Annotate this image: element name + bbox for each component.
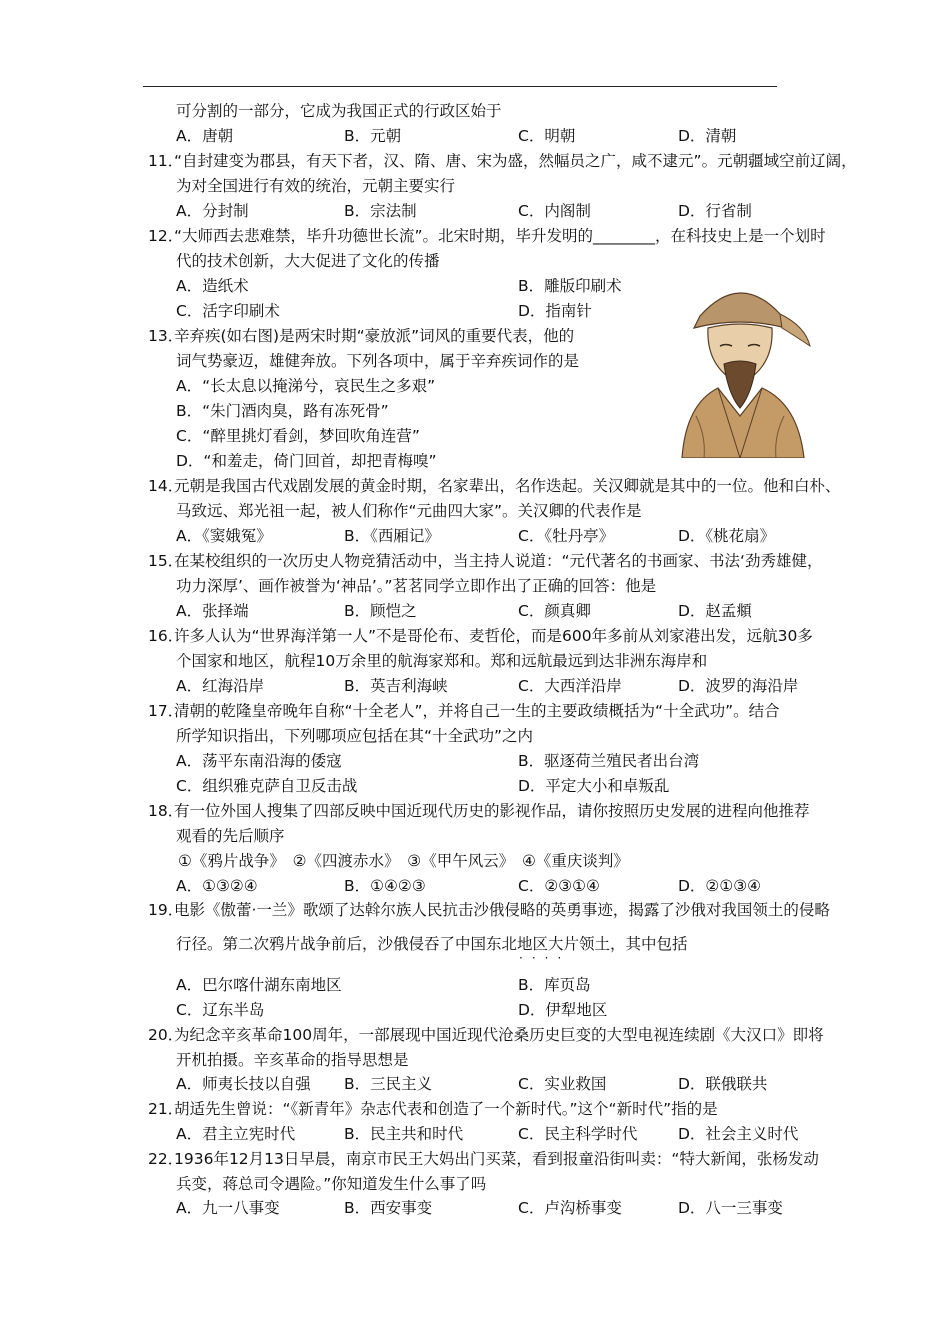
question-number: 14． <box>148 477 184 495</box>
option-b: B．三民主义 <box>344 1075 433 1093</box>
option-a: A．①③②④ <box>176 877 258 895</box>
option-c: C．卢沟桥事变 <box>518 1199 622 1217</box>
question-text: 许多人认为“世界海洋第一人”不是哥伦布、麦哲伦，而是600年多前从刘家港出发，远航30多 <box>174 627 813 645</box>
option-c: C．辽东半岛 <box>176 1001 265 1019</box>
question-text: 马致远、郑光祖一起，被人们称作“元曲四大家”。关汉卿的代表作是 <box>176 502 642 520</box>
option-a: A．九一八事变 <box>176 1199 280 1217</box>
option-a: A．红海沿岸 <box>176 677 265 695</box>
question-number: 17． <box>148 702 184 720</box>
option-c: C．明朝 <box>518 127 576 145</box>
option-d: D．“和羞走，倚门回首，却把青梅嗅” <box>176 452 437 470</box>
option-c: C．“醉里挑灯看剑，梦回吹角连营” <box>176 427 420 445</box>
question-text: 辛弃疾(如右图)是两宋时期“豪放派”词风的重要代表，他的 <box>174 327 575 345</box>
option-a: A．唐朝 <box>176 127 234 145</box>
header-rule <box>143 86 777 87</box>
option-b: B．民主共和时代 <box>344 1125 464 1143</box>
option-b: B．《西厢记》 <box>344 527 440 545</box>
question-text: 功力深厚’、画作被誉为‘神品’。”茗茗同学立即作出了正确的回答：他是 <box>176 577 657 595</box>
question-text: 胡适先生曾说：“《新青年》杂志代表和创造了一个新时代。”这个“新时代”指的是 <box>174 1100 718 1118</box>
option-b: B．“朱门酒肉臭，路有冻死骨” <box>176 402 389 420</box>
option-d: D．社会主义时代 <box>678 1125 799 1143</box>
option-a: A．张择端 <box>176 602 249 620</box>
question-text: 清朝的乾隆皇帝晚年自称“十全老人”，并将自己一生的主要政绩概括为“十全武功”。结合 <box>174 702 780 720</box>
option-c: C．实业救国 <box>518 1075 607 1093</box>
option-d: D．指南针 <box>518 302 592 320</box>
option-d: D．八一三事变 <box>678 1199 783 1217</box>
question-text: 在某校组织的一次历史人物竞猜活动中，当主持人说道：“元代著名的书画家、书法‘劲秀雄健， <box>174 552 823 570</box>
film-list: ①《鸦片战争》 ②《四渡赤水》 ③《甲午风云》 ④《重庆谈判》 <box>178 852 629 870</box>
option-b: B．雕版印刷术 <box>518 277 622 295</box>
option-d: D．②①③④ <box>678 877 762 895</box>
option-a: A．《窦娥冤》 <box>176 527 272 545</box>
question-number: 20． <box>148 1026 184 1044</box>
question-number: 13． <box>148 327 184 345</box>
option-b: B．①④②③ <box>344 877 426 895</box>
option-d: D．平定大小和卓叛乱 <box>518 777 670 795</box>
option-d: D．赵孟頫 <box>678 602 752 620</box>
question-number: 16． <box>148 627 184 645</box>
option-c: C．②③①④ <box>518 877 600 895</box>
option-d: D．伊犁地区 <box>518 1001 608 1019</box>
option-a: A．“长太息以掩涕兮，哀民生之多艰” <box>176 377 436 395</box>
option-b: B．顾恺之 <box>344 602 417 620</box>
emphasis-dots: ···· <box>519 951 571 965</box>
question-number: 18． <box>148 802 184 820</box>
question-text: 个国家和地区，航程10万余里的航海家郑和。郑和远航最远到达非洲东海岸和 <box>176 652 708 670</box>
option-a: A．师夷长技以自强 <box>176 1075 311 1093</box>
question-text: 所学知识指出，下列哪项应包括在其“十全武功”之内 <box>176 727 534 745</box>
question-text: “大师西去悲难禁，毕升功德世长流”。北宋时期，毕升发明的________，在科技史上是一个划时 <box>174 227 826 245</box>
question-text: 行径。第二次鸦片战争前后，沙俄侵吞了中国东北地区大片领土，其中包括 <box>176 935 688 953</box>
question-text: “自封建变为郡县，有天下者，汉、隋、唐、宋为盛，然幅员之广，咸不逮元”。元朝疆域空前辽阔， <box>174 152 857 170</box>
option-d: D．清朝 <box>678 127 737 145</box>
option-c: C．《牡丹亭》 <box>518 527 615 545</box>
option-d: D．联俄联共 <box>678 1075 768 1093</box>
option-c: C．内阁制 <box>518 202 591 220</box>
option-c: C．大西洋沿岸 <box>518 677 622 695</box>
option-a: A．分封制 <box>176 202 249 220</box>
option-b: B．宗法制 <box>344 202 417 220</box>
option-a: A．巴尔喀什湖东南地区 <box>176 976 342 994</box>
question-text: 1936年12月13日早晨，南京市民王大妈出门买菜，看到报童沿街叫卖：“特大新闻，张杨发动 <box>174 1150 819 1168</box>
option-c: C．颜真卿 <box>518 602 591 620</box>
option-a: A．造纸术 <box>176 277 249 295</box>
question-continued-text: 可分割的一部分，它成为我国正式的行政区始于 <box>176 102 502 120</box>
question-text: 为纪念辛亥革命100周年，一部展现中国近现代沧桑历史巨变的大型电视连续剧《大汉口》即将 <box>174 1026 824 1044</box>
option-b: B．库页岛 <box>518 976 591 994</box>
question-text: 兵变，蒋总司令遇险。”你知道发生什么事了吗 <box>176 1175 487 1193</box>
option-d: D．《桃花扇》 <box>678 527 776 545</box>
question-text: 元朝是我国古代戏剧发展的黄金时期，名家辈出，名作迭起。关汉卿就是其中的一位。他和白朴、 <box>174 477 841 495</box>
option-b: B．驱逐荷兰殖民者出台湾 <box>518 752 700 770</box>
option-c: C．活字印刷术 <box>176 302 280 320</box>
question-text: 词气势豪迈，雄健奔放。下列各项中，属于辛弃疾词作的是 <box>176 352 580 370</box>
question-text: 代的技术创新，大大促进了文化的传播 <box>176 252 440 270</box>
question-number: 15． <box>148 552 184 570</box>
option-d: D．行省制 <box>678 202 752 220</box>
option-c: C．组织雅克萨自卫反击战 <box>176 777 358 795</box>
question-text: 观看的先后顺序 <box>176 827 285 845</box>
option-b: B．元朝 <box>344 127 402 145</box>
option-a: A．荡平东南沿海的倭寇 <box>176 752 342 770</box>
question-number: 11． <box>148 152 184 170</box>
question-text: 有一位外国人搜集了四部反映中国近现代历史的影视作品，请你按照历史发展的进程向他推荐 <box>174 802 810 820</box>
question-number: 21． <box>148 1100 184 1118</box>
question-number: 19． <box>148 901 184 919</box>
option-d: D．波罗的海沿岸 <box>678 677 799 695</box>
option-b: B．英吉利海峡 <box>344 677 448 695</box>
option-b: B．西安事变 <box>344 1199 433 1217</box>
question-text: 为对全国进行有效的统治，元朝主要实行 <box>176 177 456 195</box>
option-a: A．君主立宪时代 <box>176 1125 296 1143</box>
question-number: 22． <box>148 1150 184 1168</box>
option-c: C．民主科学时代 <box>518 1125 638 1143</box>
question-text: 开机拍摄。辛亥革命的指导思想是 <box>176 1051 409 1069</box>
question-text: 电影《傲蕾·一兰》歌颂了达斡尔族人民抗击沙俄侵略的英勇事迹，揭露了沙俄对我国领土的侵略 <box>174 901 830 919</box>
question-number: 12． <box>148 227 184 245</box>
xin-qiji-portrait-icon <box>660 276 820 458</box>
